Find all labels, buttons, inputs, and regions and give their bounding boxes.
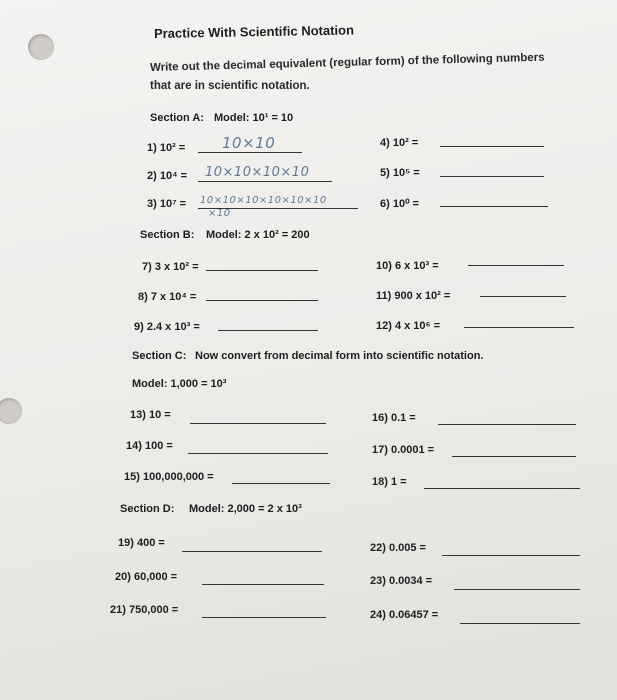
answer-line-12[interactable] <box>464 327 574 328</box>
answer-line-6[interactable] <box>440 206 548 207</box>
question-14: 14) 100 = <box>126 440 173 452</box>
section-b-model: Model: 2 x 10² = 200 <box>206 229 310 241</box>
question-10: 10) 6 x 10³ = <box>376 260 439 272</box>
question-19: 19) 400 = <box>118 537 165 549</box>
answer-line-22[interactable] <box>442 555 580 556</box>
section-d-model: Model: 2,000 = 2 x 10³ <box>189 503 302 515</box>
answer-line-2[interactable] <box>198 181 332 182</box>
section-c-label: Section C: <box>132 350 187 362</box>
question-6: 6) 10⁰ = <box>380 198 419 210</box>
question-24: 24) 0.06457 = <box>370 609 439 621</box>
answer-line-3[interactable] <box>198 208 358 209</box>
answer-line-4[interactable] <box>440 146 544 147</box>
answer-line-20[interactable] <box>202 584 324 585</box>
section-c-instruction: Now convert from decimal form into scientific notation. <box>195 350 484 362</box>
instructions-line-1: Write out the decimal equivalent (regular form) of the following numbers <box>149 51 545 74</box>
section-c-model: Model: 1,000 = 10³ <box>132 378 227 390</box>
answer-line-10[interactable] <box>468 265 564 266</box>
answer-line-1[interactable] <box>198 152 302 153</box>
question-22: 22) 0.005 = <box>370 542 426 554</box>
answer-line-17[interactable] <box>452 456 576 457</box>
question-8: 8) 7 x 10⁴ = <box>138 291 197 303</box>
handwritten-answer-3: 10×10×10×10×10×10 <box>200 195 327 206</box>
answer-line-14[interactable] <box>188 453 328 454</box>
answer-line-19[interactable] <box>182 551 322 552</box>
section-d-label: Section D: <box>120 503 175 515</box>
answer-line-13[interactable] <box>190 423 326 424</box>
question-3: 3) 10⁷ = <box>147 198 187 210</box>
section-a-label: Section A: <box>150 112 204 124</box>
question-5: 5) 10⁵ = <box>380 167 420 179</box>
question-20: 20) 60,000 = <box>115 571 178 583</box>
answer-line-15[interactable] <box>232 483 330 484</box>
question-21: 21) 750,000 = <box>110 604 179 616</box>
handwritten-answer-3-cont: ×10 <box>208 208 231 219</box>
answer-line-18[interactable] <box>424 488 580 489</box>
question-16: 16) 0.1 = <box>372 412 416 424</box>
answer-line-9[interactable] <box>218 330 318 331</box>
answer-line-11[interactable] <box>480 296 566 297</box>
handwritten-answer-1: 10×10 <box>222 134 276 152</box>
answer-line-21[interactable] <box>202 617 326 618</box>
question-12: 12) 4 x 10⁶ = <box>376 320 441 332</box>
question-23: 23) 0.0034 = <box>370 575 433 587</box>
binder-hole-top <box>28 34 54 60</box>
question-18: 18) 1 = <box>372 476 407 488</box>
question-17: 17) 0.0001 = <box>372 444 435 456</box>
binder-hole-middle <box>0 398 22 424</box>
answer-line-24[interactable] <box>460 623 580 624</box>
question-4: 4) 10² = <box>380 137 419 149</box>
instructions-line-2: that are in scientific notation. <box>150 80 310 92</box>
question-1: 1) 10² = <box>147 142 186 154</box>
question-11: 11) 900 x 10² = <box>376 290 451 302</box>
page-title: Practice With Scientific Notation <box>153 22 355 41</box>
section-b-label: Section B: <box>140 229 195 241</box>
answer-line-16[interactable] <box>438 424 576 425</box>
section-a-model: Model: 10¹ = 10 <box>214 112 294 124</box>
answer-line-5[interactable] <box>440 176 544 177</box>
question-13: 13) 10 = <box>130 409 171 421</box>
question-9: 9) 2.4 x 10³ = <box>134 321 200 333</box>
answer-line-7[interactable] <box>206 270 318 271</box>
question-2: 2) 10⁴ = <box>147 170 187 182</box>
answer-line-8[interactable] <box>206 300 318 301</box>
answer-line-23[interactable] <box>454 589 580 590</box>
handwritten-answer-2: 10×10×10×10 <box>205 165 310 180</box>
question-7: 7) 3 x 10² = <box>142 261 199 273</box>
question-15: 15) 100,000,000 = <box>124 471 214 483</box>
